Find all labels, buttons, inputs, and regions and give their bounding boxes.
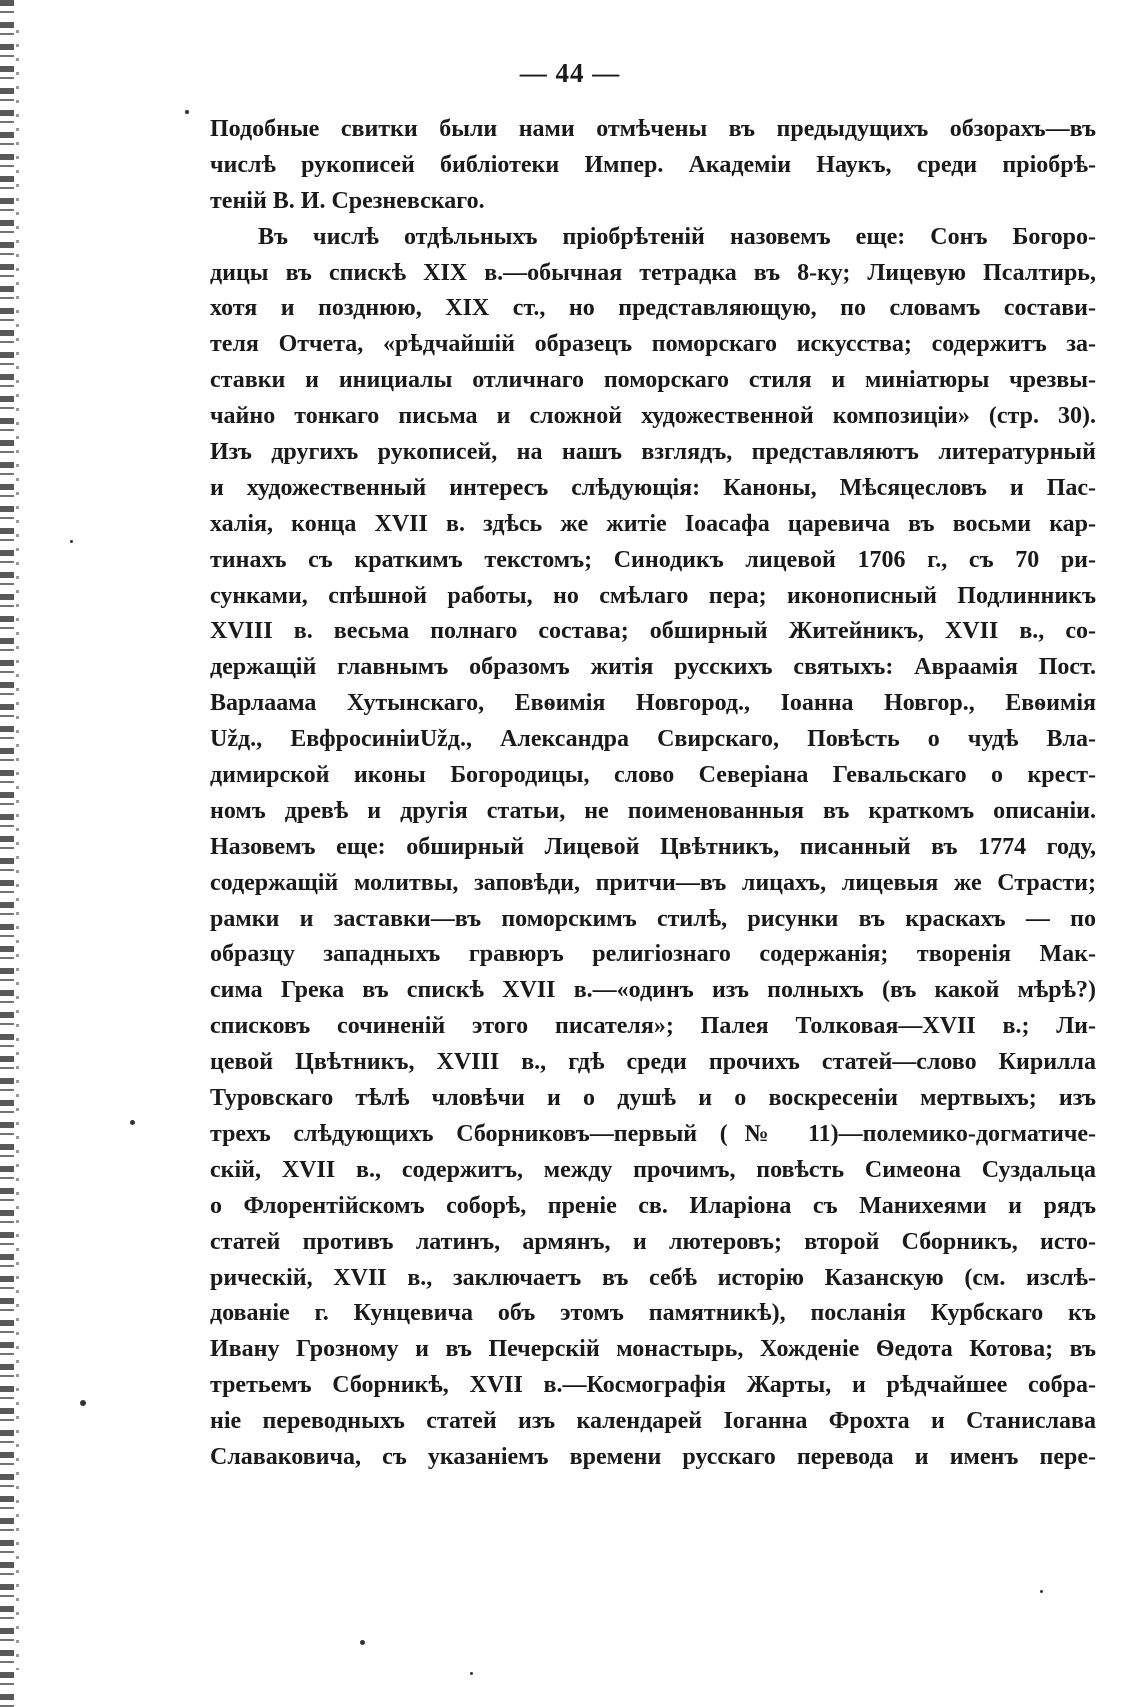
scan-binding-edge xyxy=(0,0,14,1707)
text-line-28: Туровскаго тѣлѣ чловѣчи и о душѣ и о воскресеніи мертвыхъ; изъ xyxy=(210,1085,1096,1112)
text-line-14: сунками, спѣшной работы, но смѣлаго пера; иконописный Подлинникъ xyxy=(210,582,1096,609)
text-line-32: статей противъ латинъ, армянъ, и лютеровъ; второй Сборникъ, исто- xyxy=(210,1228,1096,1255)
text-line-22: содержащій молитвы, заповѣди, притчи—въ лицахъ, лицевыя же Страсти; xyxy=(210,869,1096,896)
text-line-21: Назовемъ еще: обширный Лицевой Цвѣтникъ, писанный въ 1774 году, xyxy=(210,833,1096,860)
text-line-12: халія, конца XVII в. здѣсь же житіе Іоасафа царевича въ восьми кар- xyxy=(210,510,1096,537)
scan-speck xyxy=(1040,1590,1043,1593)
text-line-27: цевой Цвѣтникъ, XVIII в., гдѣ среди прочихъ статей—слово Кирилла xyxy=(210,1049,1096,1076)
scan-binding-edge-inner xyxy=(16,30,19,1670)
text-line-37: ніе переводныхъ статей изъ календарей Іоганна Фрохта и Станислава xyxy=(210,1408,1096,1435)
text-line-8: ставки и инициалы отличнаго поморскаго стиля и миніатюры чрезвы- xyxy=(210,367,1096,394)
text-line-15: XVIII в. весьма полнаго состава; обширный Житейникъ, XVII в., со- xyxy=(210,618,1096,645)
scan-speck xyxy=(185,110,189,114)
text-line-13: тинахъ съ краткимъ текстомъ; Синодикъ лицевой 1706 г., съ 70 ри- xyxy=(210,546,1096,573)
text-line-1: Подобные свитки были нами отмѣчены въ предыдущихъ обзорахъ—въ xyxy=(210,116,1096,142)
text-line-30: скій, XVII в., содержитъ, между прочимъ, повѣсть Симеона Суздальца xyxy=(210,1156,1096,1183)
scan-speck xyxy=(70,540,73,543)
text-line-17: Варлаама Хутынскаго, Евѳимія Новгород., Іоанна Новгор., Евѳимія xyxy=(210,690,1096,717)
text-line-26: списковъ сочиненій этого писателя»; Палея Толковая—XVII в.; Ли- xyxy=(210,1013,1096,1040)
scan-speck xyxy=(130,1120,135,1125)
text-line-2: числѣ рукописей библіотеки Импер. Академіи Наукъ, среди пріобрѣ- xyxy=(210,151,1096,178)
text-line-34: дованіе г. Кунцевича объ этомъ памятникѣ), посланія Курбскаго къ xyxy=(210,1300,1096,1327)
text-line-7: теля Отчета, «рѣдчайшій образецъ поморскаго искусства; содержитъ за- xyxy=(210,331,1096,358)
text-line-23: рамки и заставки—въ поморскимъ стилѣ, рисунки въ краскахъ — по xyxy=(210,905,1096,932)
scan-speck xyxy=(470,1672,473,1675)
scan-speck xyxy=(80,1400,86,1406)
text-line-33: рическій, XVII в., заключаетъ въ себѣ исторію Казанскую (см. изслѣ- xyxy=(210,1264,1096,1291)
text-line-29: трехъ слѣдующихъ Сборниковъ—первый (№ 11)—полемико-догматиче- xyxy=(210,1120,1096,1147)
text-line-11: и художественный интересъ слѣдующія: Каноны, Мѣсяцесловъ и Пас- xyxy=(210,474,1096,501)
body-text xyxy=(210,112,1096,1476)
text-line-36: третьемъ Сборникѣ, XVII в.—Космографія Жарты, и рѣдчайшее собра- xyxy=(210,1372,1096,1399)
text-line-19: димирской иконы Богородицы, слово Северіана Гевальскаго о крест- xyxy=(210,762,1096,789)
text-line-6: хотя и позднюю, XIX ст., но представляющую, по словамъ состави- xyxy=(210,295,1096,322)
text-line-24: образцу западныхъ гравюръ религіознаго содержанія; творенія Мак- xyxy=(210,941,1096,968)
text-line-10: Изъ другихъ рукописей, на нашъ взглядъ, представляютъ литературный xyxy=(210,439,1096,466)
text-line-20: номъ древѣ и другія статьи, не поименованныя въ краткомъ описаніи. xyxy=(210,797,1096,824)
text-line-38: Славаковича, съ указаніемъ времени русскаго перевода и именъ пере- xyxy=(210,1443,1096,1470)
text-line-31: о Флорентійскомъ соборѣ, преніе св. Иларіона съ Манихеями и рядъ xyxy=(210,1192,1096,1219)
text-line-35: Ивану Грозному и въ Печерскій монастырь, Хожденіе Ѳедота Котова; въ xyxy=(210,1336,1096,1363)
page-number: — 44 — xyxy=(519,58,621,88)
text-line-18: Užд., ЕвфросиніиUžд., Александра Свирскаго, Повѣсть о чудѣ Вла- xyxy=(210,726,1096,753)
text-line-4: Въ числѣ отдѣльныхъ пріобрѣтеній назовемъ еще: Сонъ Богоро- xyxy=(258,223,1096,250)
text-line-16: держащій главнымъ образомъ житія русскихъ святыхъ: Авраамія Пост. xyxy=(210,654,1096,681)
text-line-9: чайно тонкаго письма и сложной художественной композиціи» (стр. 30). xyxy=(210,403,1096,430)
scan-speck xyxy=(360,1640,365,1645)
text-line-5: дицы въ спискѣ XIX в.—обычная тетрадка въ 8-ку; Лицевую Псалтирь, xyxy=(210,259,1096,286)
text-line-3: теній В. И. Срезневскаго. xyxy=(210,187,485,214)
text-line-25: сима Грека въ спискѣ XVII в.—«одинъ изъ полныхъ (въ какой мѣрѣ?) xyxy=(210,977,1096,1004)
